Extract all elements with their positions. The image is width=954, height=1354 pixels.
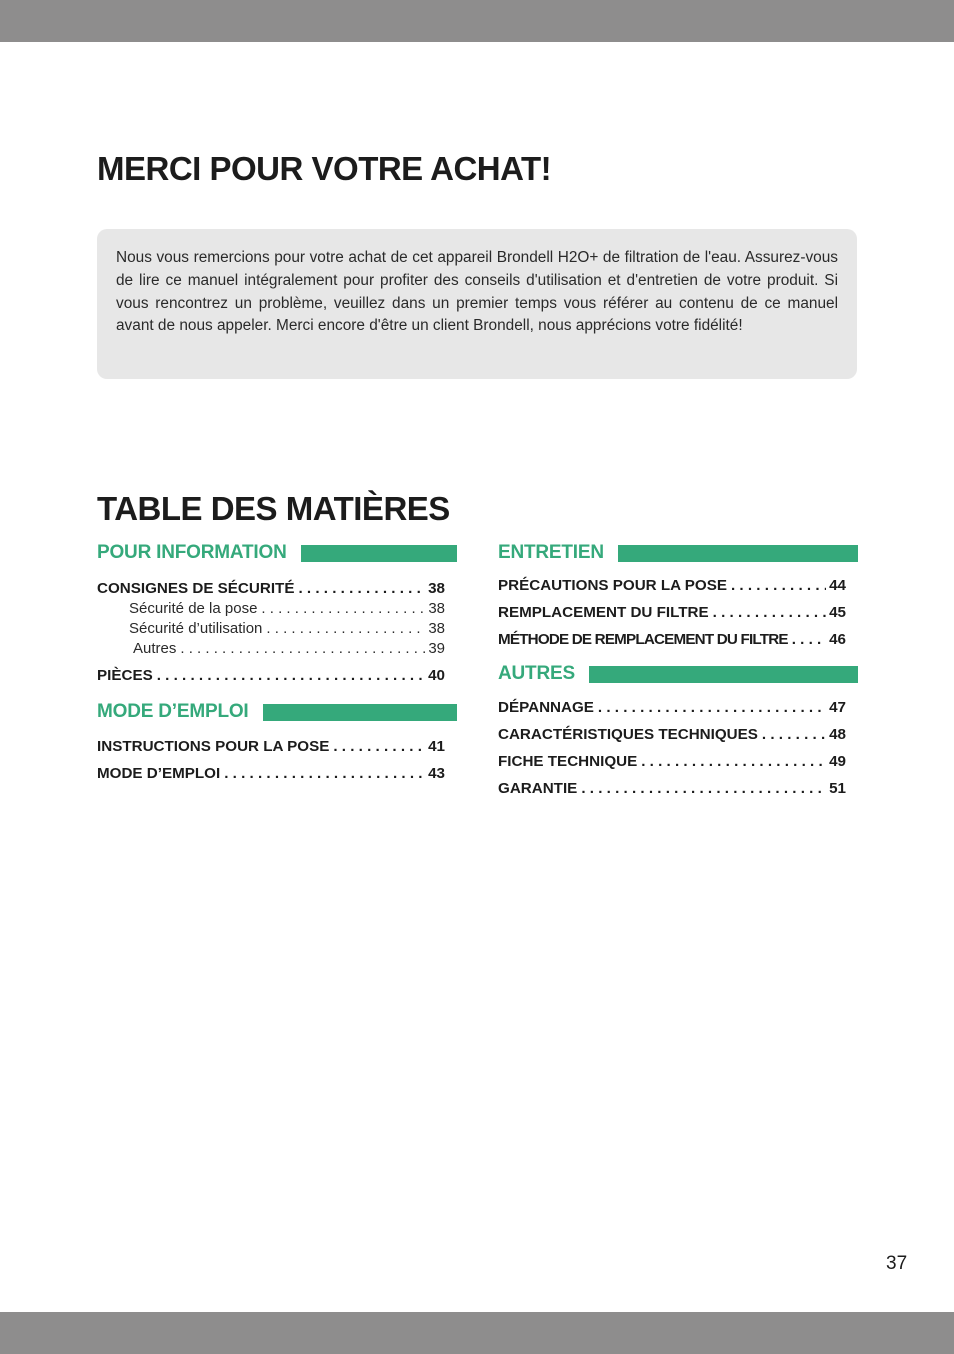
page-title: MERCI POUR VOTRE ACHAT! <box>97 150 552 187</box>
toc-entry-label: MODE D’EMPLOI <box>97 765 221 782</box>
toc-left-column <box>97 541 457 782</box>
toc-entry-page: 41 <box>428 738 445 755</box>
toc-entry[interactable] <box>97 738 445 755</box>
section-bar <box>301 545 457 562</box>
dot-leader <box>581 780 826 797</box>
toc-entry[interactable] <box>498 780 846 797</box>
toc-entry-page: 38 <box>428 600 445 617</box>
toc-entry-label: PRÉCAUTIONS POUR LA POSE <box>498 577 727 594</box>
toc-entry-label: Sécurité d’utilisation <box>129 620 263 637</box>
toc-entry[interactable] <box>498 577 846 594</box>
page-number: 37 <box>886 1253 908 1274</box>
toc-subentry[interactable] <box>129 620 445 637</box>
toc-entry-page: 38 <box>428 620 445 637</box>
section-bar <box>589 666 858 683</box>
toc-entry-page: 45 <box>829 604 846 621</box>
toc-entry-label: GARANTIE <box>498 780 578 797</box>
intro-box <box>97 229 857 379</box>
intro-text: Nous vous remercions pour votre achat de cet appareil Brondell H2O+ de filtration de l'eau. Assurez-vous de lire ce manuel intégralement pour profiter des conseils d'utilisation et d'entretien de votre produit. Si vous rencontrez un problème, veuillez dans un premier temps vous référer au contenu de ce manuel avant de nous appeler. Merci encore d'être un client Brondell, nous apprécions votre fidélité! <box>116 249 838 335</box>
toc-entry-page: 43 <box>428 765 445 782</box>
toc-entry-label: MÉTHODE DE REMPLACEMENT DU FILTRE <box>498 631 788 648</box>
bottom-band <box>0 1312 954 1354</box>
toc-entry-label: CARACTÉRISTIQUES TECHNIQUES <box>498 726 758 743</box>
toc-entry-page: 49 <box>829 753 846 770</box>
toc-entry-label: FICHE TECHNIQUE <box>498 753 638 770</box>
toc-entry-label: PIÈCES <box>97 667 153 684</box>
dot-leader <box>333 738 425 755</box>
toc-entry-label: CONSIGNES DE SÉCURITÉ <box>97 580 295 597</box>
dot-leader <box>298 580 425 597</box>
toc-entry[interactable] <box>498 753 846 770</box>
dot-leader <box>224 765 425 782</box>
dot-leader <box>266 620 425 637</box>
toc-entry[interactable] <box>498 699 846 716</box>
toc-entry-page: 51 <box>829 780 846 797</box>
toc-entry-page: 39 <box>428 640 445 657</box>
section-header-autres <box>498 662 858 686</box>
toc-entry-page: 47 <box>829 699 846 716</box>
toc-entry-page: 40 <box>428 667 445 684</box>
toc-entry-label: Sécurité de la pose <box>129 600 258 617</box>
toc-entry-page: 48 <box>829 726 846 743</box>
toc-subentry[interactable] <box>129 600 445 617</box>
toc-entry[interactable] <box>97 765 445 782</box>
dot-leader <box>731 577 826 594</box>
toc-entry-label: Autres <box>133 640 177 657</box>
toc-title: TABLE DES MATIÈRES <box>97 490 450 527</box>
toc-entry[interactable] <box>498 631 846 648</box>
section-bar <box>618 545 858 562</box>
toc-entry-page: 46 <box>829 631 846 648</box>
section-header-pour-information <box>97 541 457 565</box>
section-header-mode-emploi <box>97 700 457 724</box>
dot-leader <box>598 699 826 716</box>
toc-subentry[interactable] <box>133 640 445 657</box>
dot-leader <box>792 631 826 648</box>
toc-entry[interactable] <box>498 726 846 743</box>
top-band <box>0 0 954 42</box>
toc-entry[interactable] <box>498 604 846 621</box>
dot-leader <box>641 753 826 770</box>
dot-leader <box>261 600 425 617</box>
toc-entry-page: 38 <box>428 580 445 597</box>
dot-leader <box>180 640 425 657</box>
section-title: AUTRES <box>498 663 575 684</box>
dot-leader <box>713 604 826 621</box>
toc-entry-page: 44 <box>829 577 846 594</box>
toc-entry[interactable] <box>97 667 445 684</box>
toc-entry[interactable] <box>97 580 445 597</box>
section-header-entretien <box>498 541 858 565</box>
section-title: ENTRETIEN <box>498 542 604 563</box>
toc-right-column <box>498 541 858 797</box>
toc-entry-label: INSTRUCTIONS POUR LA POSE <box>97 738 330 755</box>
toc-entry-label: DÉPANNAGE <box>498 699 594 716</box>
section-bar <box>263 704 457 721</box>
toc-entry-label: REMPLACEMENT DU FILTRE <box>498 604 709 621</box>
dot-leader <box>157 667 425 684</box>
section-title: MODE D’EMPLOI <box>97 701 249 722</box>
dot-leader <box>762 726 826 743</box>
section-title: POUR INFORMATION <box>97 542 287 563</box>
